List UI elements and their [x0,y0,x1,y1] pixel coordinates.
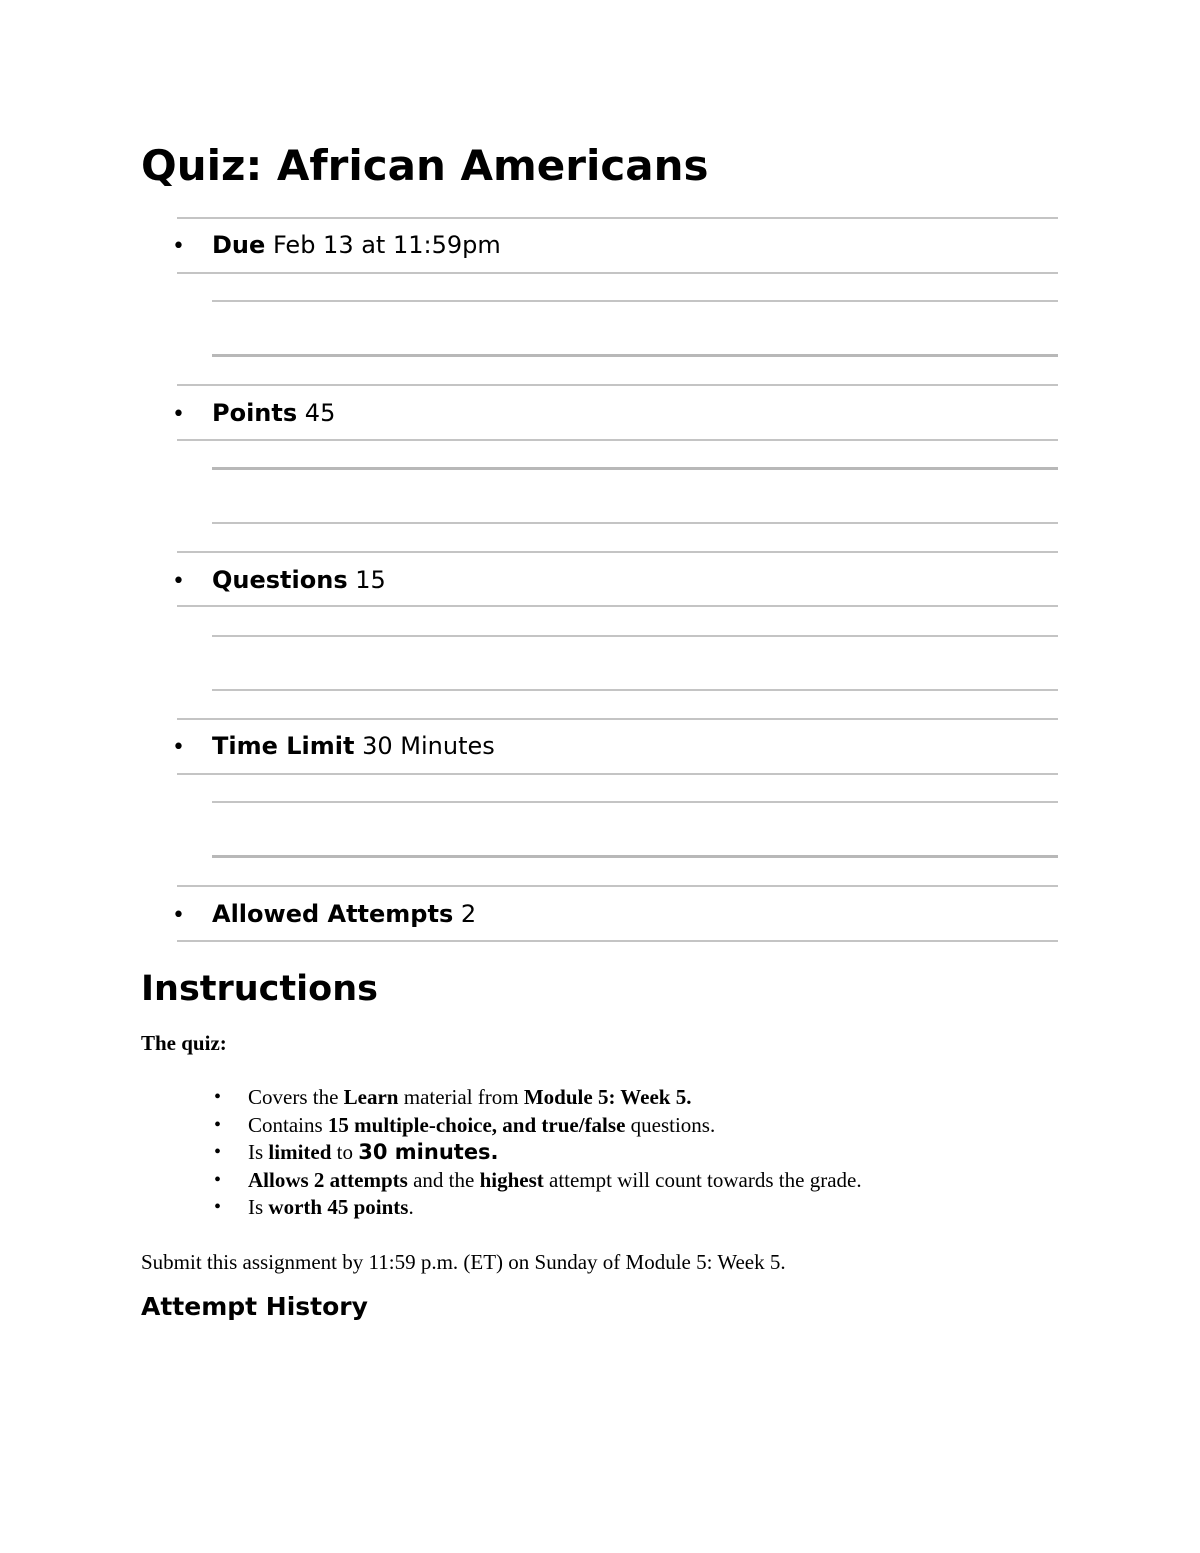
text: Covers the [248,1085,344,1109]
divider [177,217,1058,219]
detail-points [172,397,335,431]
list-item [214,1112,862,1140]
detail-label: Due [212,231,266,259]
text: Learn [343,1085,399,1109]
divider [177,773,1058,775]
detail-value: 15 [355,566,386,594]
list-item [214,1139,862,1167]
bullet-icon: • [172,402,185,427]
divider [212,635,1058,637]
instructions-heading: Instructions [141,969,378,1009]
divider [177,885,1058,887]
detail-value: 2 [460,900,477,928]
detail-value: 30 Minutes [362,732,495,760]
text: Allows 2 attempts [248,1167,408,1192]
text: material from [398,1085,524,1109]
text: Is [248,1195,269,1219]
divider [177,718,1058,720]
text: highest [479,1167,544,1192]
detail-value: Feb 13 at 11:59pm [272,231,501,259]
detail-label: Time Limit [212,732,355,760]
bullet-icon: • [172,903,185,928]
text: 15 multiple-choice, and true/false [327,1112,626,1137]
bullet-icon: • [214,1113,222,1136]
attempt-history-heading: Attempt History [141,1292,368,1321]
divider [177,384,1058,386]
detail-time-limit [172,730,495,764]
detail-allowed-attempts [172,898,476,932]
detail-value: 45 [304,399,336,427]
divider [212,855,1058,858]
detail-label: Allowed Attempts [212,900,454,928]
instructions-lead: The quiz: [141,1031,227,1055]
list-item [214,1167,862,1195]
page-title: Quiz: African Americans [141,141,709,190]
list-item [214,1084,862,1112]
text: Module 5: Week 5. [523,1085,692,1109]
detail-label: Points [212,399,298,427]
text: questions. [625,1112,716,1137]
instructions-list [214,1084,862,1222]
text: and the [407,1167,480,1192]
detail-due [172,229,501,263]
bullet-icon: • [172,234,185,259]
divider [177,605,1058,607]
submit-instructions: Submit this assignment by 11:59 p.m. (ET) on Sunday of Module 5: Week 5. [141,1250,786,1274]
text: to [331,1140,359,1164]
text: Contains [248,1112,328,1137]
divider [212,689,1058,691]
text: 30 minutes. [358,1140,499,1164]
divider [177,439,1058,441]
detail-label: Questions [212,566,348,594]
text: worth 45 points [268,1195,409,1219]
bullet-icon: • [214,1168,222,1191]
bullet-icon: • [214,1141,222,1163]
bullet-icon: • [214,1196,222,1218]
detail-questions [172,564,386,598]
divider [212,467,1058,470]
text: limited [268,1140,332,1164]
divider [212,522,1058,524]
divider [212,801,1058,803]
divider [212,354,1058,357]
divider [177,551,1058,553]
bullet-icon: • [172,569,185,594]
divider [212,300,1058,302]
text: . [408,1195,414,1219]
bullet-icon: • [214,1086,222,1108]
bullet-icon: • [172,735,185,760]
text: Is [248,1140,269,1164]
divider [177,940,1058,942]
list-item [214,1194,862,1222]
text: attempt will count towards the grade. [543,1167,862,1192]
divider [177,272,1058,274]
